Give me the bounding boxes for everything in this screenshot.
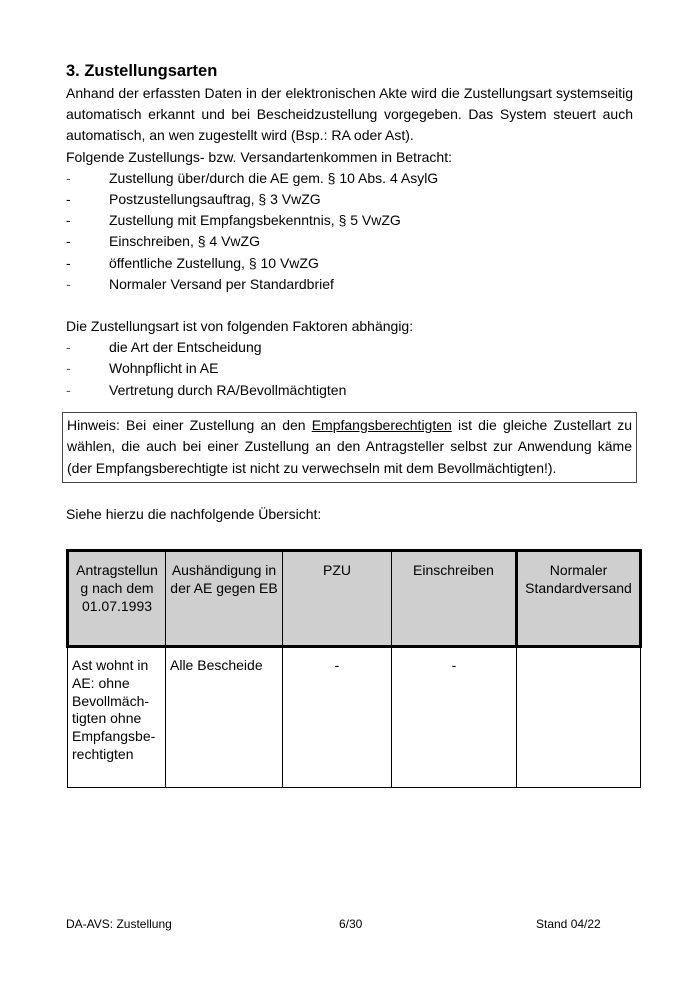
section-title: 3. Zustellungsarten	[66, 62, 218, 80]
factors-list	[66, 337, 633, 401]
table-header-cell: PZU	[283, 551, 392, 647]
table-row	[68, 647, 641, 788]
overview-text: Siehe hierzu die nachfolgende Übersicht:	[66, 506, 322, 523]
note-box: Hinweis: Bei einer Zustellung an den Empfangsberechtigten ist die gleiche Zustellart zu wählen, die auch bei einer Zustellung an den Antragsteller selbst zur Anwendung käme (der Empfangsberechtigte ist nicht zu verwechseln mit dem Bevollmächtigten!).	[62, 412, 637, 484]
table-cell: -	[283, 647, 392, 788]
note-underlined-term: Empfangsberechtigten	[311, 416, 452, 433]
list-item: - Zustellung über/durch die AE gem. § 10 Abs. 4 AsylG	[66, 169, 439, 186]
factors-intro: Die Zustellungsart ist von folgenden Faktoren abhängig:	[66, 318, 414, 335]
overview-table	[66, 549, 642, 788]
table-cell: Ast wohnt in AE: ohne Bevollmäch-tigten ohne Empfangsbe-rechtigten	[68, 647, 166, 788]
footer-page-number: 6/30	[339, 917, 363, 931]
list-item: - Normaler Versand per Standardbrief	[66, 275, 334, 292]
list-item: - die Art der Entscheidung	[66, 339, 262, 356]
table-cell	[517, 647, 641, 788]
table-cell: Alle Bescheide	[166, 647, 283, 788]
document-page	[66, 60, 633, 526]
list-item: - Zustellung mit Empfangsbekenntnis, § 5 VwZG	[66, 212, 401, 229]
table-header-cell: Aushändigung in der AE gegen EB	[166, 551, 283, 647]
list-item: - Einschreiben, § 4 VwZG	[66, 233, 260, 250]
list-item: - Wohnpflicht in AE	[66, 360, 219, 377]
list-item: - Vertretung durch RA/Bevollmächtigten	[66, 381, 347, 398]
intro-paragraph: Anhand der erfassten Daten in der elektronischen Akte wird die Zustellungsart systemseitig automatisch erkannt und bei Bescheidzustellung vorgegeben. Das System steuert auch automatisch, an wen zugestellt wird (Bsp.: RA oder Ast).	[66, 85, 633, 144]
list-item: - öffentliche Zustellung, § 10 VwZG	[66, 254, 319, 271]
list-intro: Folgende Zustellungs- bzw. Versandartenkommen in Betracht:	[66, 148, 452, 165]
table-header-cell: Einschreiben	[392, 551, 517, 647]
list-item: - Postzustellungsauftrag, § 3 VwZG	[66, 191, 321, 208]
table-header-cell: Normaler Standardversand	[517, 551, 641, 647]
delivery-types-list	[66, 168, 633, 295]
footer-right: Stand 04/22	[536, 917, 601, 931]
table-header-cell: Antragstellun g nach dem 01.07.1993	[68, 551, 166, 647]
table-header-row	[68, 551, 641, 647]
table-cell: -	[392, 647, 517, 788]
footer-left: DA-AVS: Zustellung	[66, 917, 172, 931]
